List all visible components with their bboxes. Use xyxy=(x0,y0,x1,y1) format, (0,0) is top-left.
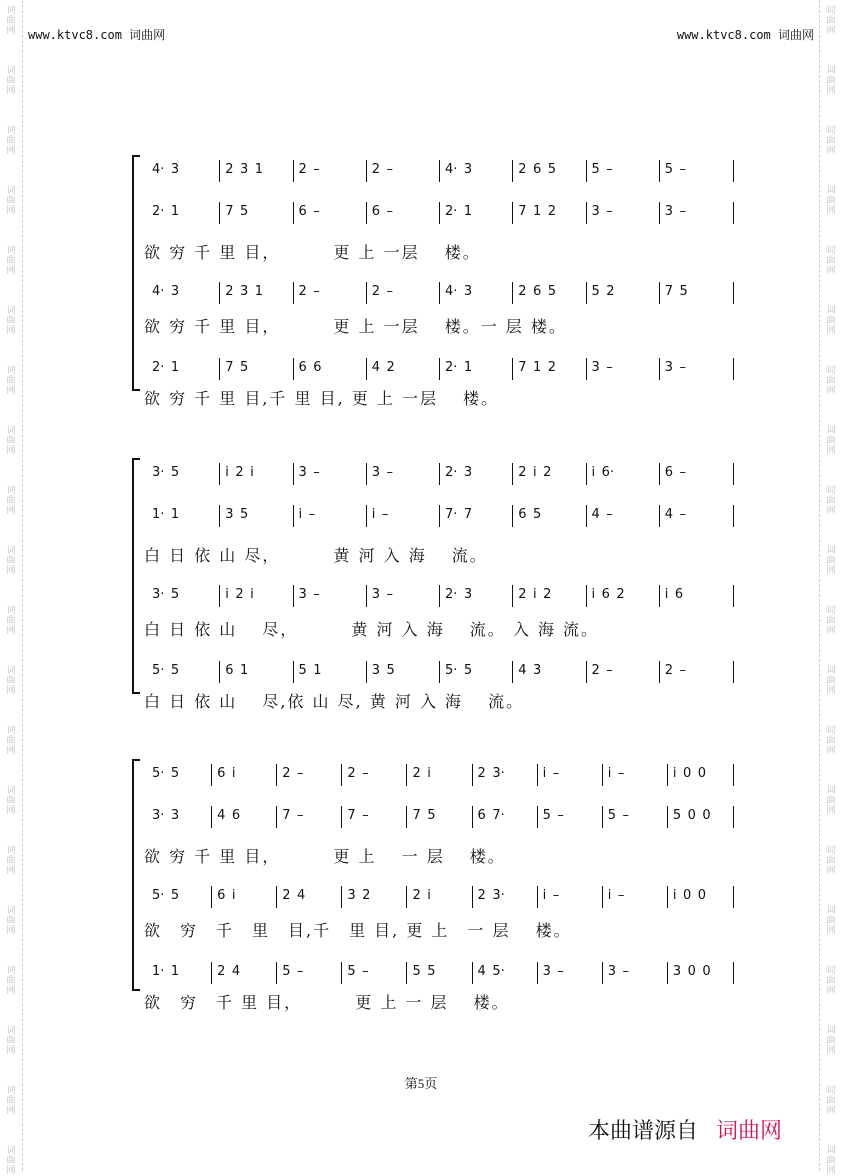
barline xyxy=(659,358,660,380)
measure-notes: 7 – xyxy=(282,808,304,823)
barline-end xyxy=(733,282,734,304)
barline xyxy=(366,661,367,683)
watermark-text: 词曲网 xyxy=(6,486,16,516)
measure-notes: 2· 3 xyxy=(445,465,473,480)
measure-notes: 2 6 5 xyxy=(518,162,557,177)
measure-notes: 2 – xyxy=(371,284,394,299)
barline xyxy=(366,202,367,224)
barline xyxy=(366,585,367,607)
lyric-line: 欲 穷 千 里 目， 更 上 一 层 楼。 xyxy=(144,993,510,1012)
barline-end xyxy=(733,202,734,224)
barline xyxy=(439,661,440,683)
measure-notes: 5 0 0 xyxy=(672,808,711,823)
measure-notes: 2 – xyxy=(664,663,687,678)
watermark-text: 词曲网 xyxy=(6,666,16,696)
watermark-text: 词曲网 xyxy=(6,546,16,576)
notation-line xyxy=(146,200,734,224)
barline xyxy=(439,202,440,224)
measure-notes: 2 – xyxy=(298,162,320,177)
watermark-text: 词曲网 xyxy=(826,366,836,396)
barline xyxy=(439,463,440,485)
barline xyxy=(537,806,538,828)
measure-notes: 2 – xyxy=(298,284,320,299)
barline xyxy=(439,282,440,304)
barline xyxy=(512,505,513,527)
measure-notes: 3 – xyxy=(664,204,687,219)
measure-notes: 5 1 xyxy=(298,663,322,678)
measure-notes: 2 – xyxy=(282,766,304,781)
watermark-text: 词曲网 xyxy=(6,1086,16,1116)
measure-notes: 2 i xyxy=(412,888,431,903)
measure-notes: 3 – xyxy=(542,964,564,979)
barline xyxy=(512,585,513,607)
barline xyxy=(602,962,603,984)
measure-notes: 5· 5 xyxy=(152,888,180,903)
watermark-text: 词曲网 xyxy=(6,366,16,396)
watermark-text: 词曲网 xyxy=(6,726,16,756)
measure-notes: i 6· xyxy=(591,465,615,480)
barline xyxy=(366,358,367,380)
measure-notes: 2· 1 xyxy=(152,360,180,375)
score-system-2 xyxy=(132,458,734,711)
barline xyxy=(219,585,220,607)
barline xyxy=(512,160,513,182)
measure-notes: 5 – xyxy=(542,808,564,823)
barline xyxy=(276,886,277,908)
measure-notes: i – xyxy=(371,507,389,522)
watermark-text: 词曲网 xyxy=(826,126,836,156)
measure-notes: 6 5 xyxy=(518,507,542,522)
barline-end xyxy=(733,886,734,908)
barline xyxy=(293,585,294,607)
barline xyxy=(659,282,660,304)
barline xyxy=(602,886,603,908)
watermark-text: 词曲网 xyxy=(826,1086,836,1116)
barline xyxy=(586,160,587,182)
measure-notes: 3 – xyxy=(298,587,320,602)
barline xyxy=(472,806,473,828)
barline xyxy=(537,962,538,984)
lyric-line: 白 日 依 山 尽， 黄 河 入 海 流。 入 海 流。 xyxy=(144,620,600,639)
watermark-text: 词曲网 xyxy=(6,606,16,636)
measure-notes: 2 6 5 xyxy=(518,284,557,299)
barline xyxy=(293,661,294,683)
right-margin-watermark xyxy=(819,0,842,1176)
measure-notes: 2 4 xyxy=(217,964,241,979)
measure-notes: 2· 3 xyxy=(445,587,473,602)
measure-notes: 3 – xyxy=(371,587,394,602)
measure-notes: 4· 3 xyxy=(152,284,180,299)
measure-notes: 2 i 2 xyxy=(518,587,552,602)
measure-notes: 7 1 2 xyxy=(518,204,557,219)
barline xyxy=(667,764,668,786)
measure-notes: 7 1 2 xyxy=(518,360,557,375)
system-bracket xyxy=(132,155,140,391)
barline xyxy=(586,505,587,527)
lyric-line: 欲 穷 千 里 目， 更 上 一 层 楼。 xyxy=(144,847,506,866)
header-url-right[interactable]: www.ktvc8.com 词曲网 xyxy=(676,28,814,42)
barline xyxy=(366,463,367,485)
watermark-text: 词曲网 xyxy=(826,6,836,36)
measure-notes: i 0 0 xyxy=(672,888,707,903)
watermark-text: 词曲网 xyxy=(826,1146,836,1176)
notation-line xyxy=(146,461,734,485)
measure-notes: 2· 1 xyxy=(445,360,473,375)
barline xyxy=(366,282,367,304)
measure-notes: i – xyxy=(298,507,316,522)
system-bracket xyxy=(132,458,140,694)
measure-notes: i – xyxy=(542,888,560,903)
watermark-text: 词曲网 xyxy=(6,1146,16,1176)
watermark-text: 词曲网 xyxy=(826,846,836,876)
measure-notes: 6 i xyxy=(217,766,236,781)
measure-notes: i 6 2 xyxy=(591,587,625,602)
barline xyxy=(439,585,440,607)
barline xyxy=(667,806,668,828)
measure-notes: 4 2 xyxy=(371,360,395,375)
barline xyxy=(472,886,473,908)
lyric-line: 欲 穷 千 里 目， 更 上 一层 楼。一 层 楼。 xyxy=(144,317,567,336)
measure-notes: 3 2 xyxy=(347,888,371,903)
measure-notes: 1· 1 xyxy=(152,964,180,979)
measure-notes: 4· 3 xyxy=(445,284,473,299)
measure-notes: 7 5 xyxy=(225,360,249,375)
source-credit xyxy=(588,1114,782,1145)
barline xyxy=(276,764,277,786)
barline xyxy=(439,160,440,182)
barline xyxy=(659,160,660,182)
barline xyxy=(211,806,212,828)
watermark-text: 词曲网 xyxy=(6,186,16,216)
measure-notes: 4 – xyxy=(664,507,687,522)
barline xyxy=(537,764,538,786)
measure-notes: 3 – xyxy=(298,465,320,480)
barline xyxy=(406,962,407,984)
measure-notes: 5 – xyxy=(347,964,369,979)
barline xyxy=(472,764,473,786)
measure-notes: 6 i xyxy=(217,888,236,903)
watermark-text: 词曲网 xyxy=(6,786,16,816)
barline-end xyxy=(733,661,734,683)
barline xyxy=(512,202,513,224)
notation-line xyxy=(146,356,734,380)
watermark-text: 词曲网 xyxy=(6,126,16,156)
barline xyxy=(276,806,277,828)
notation-line xyxy=(146,762,734,786)
watermark-text: 词曲网 xyxy=(826,966,836,996)
measure-notes: 2 – xyxy=(591,663,613,678)
lyric-line: 欲 穷 千 里 目， 更 上 一层 楼。 xyxy=(144,243,481,262)
measure-notes: 2 i xyxy=(412,766,431,781)
barline xyxy=(219,202,220,224)
barline xyxy=(659,202,660,224)
watermark-text: 词曲网 xyxy=(826,906,836,936)
notation-line xyxy=(146,659,734,683)
measure-notes: 3 – xyxy=(591,204,613,219)
measure-notes: 3· 3 xyxy=(152,808,180,823)
barline xyxy=(406,764,407,786)
watermark-text: 词曲网 xyxy=(826,606,836,636)
barline xyxy=(219,463,220,485)
barline xyxy=(366,505,367,527)
watermark-text: 词曲网 xyxy=(6,1026,16,1056)
measure-notes: 5 – xyxy=(591,162,613,177)
measure-notes: 4· 3 xyxy=(152,162,180,177)
measure-notes: 3 5 xyxy=(225,507,249,522)
watermark-text: 词曲网 xyxy=(6,246,16,276)
barline xyxy=(512,282,513,304)
watermark-text: 词曲网 xyxy=(826,306,836,336)
barline-end xyxy=(733,463,734,485)
watermark-text: 词曲网 xyxy=(826,726,836,756)
barline xyxy=(219,661,220,683)
measure-notes: 3 – xyxy=(591,360,613,375)
system-bracket xyxy=(132,759,140,991)
score-system-1 xyxy=(132,155,734,408)
lyric-line: 欲 穷 千 里 目,千 里 目, 更 上 一 层 楼。 xyxy=(144,921,572,940)
barline xyxy=(293,282,294,304)
measure-notes: 2· 1 xyxy=(152,204,180,219)
barline xyxy=(659,585,660,607)
barline-end xyxy=(733,505,734,527)
measure-notes: 7 5 xyxy=(412,808,436,823)
measure-notes: 6 6 xyxy=(298,360,322,375)
notation-line xyxy=(146,503,734,527)
barline-end xyxy=(733,806,734,828)
notation-line xyxy=(146,884,734,908)
measure-notes: 2 3· xyxy=(477,888,505,903)
barline xyxy=(586,661,587,683)
barline xyxy=(586,585,587,607)
barline xyxy=(472,962,473,984)
measure-notes: 3 5 xyxy=(371,663,395,678)
credit-text: 本曲谱源自 xyxy=(588,1119,699,1144)
measure-notes: 3 – xyxy=(371,465,394,480)
measure-notes: 2 3 1 xyxy=(225,162,264,177)
measure-notes: 5 – xyxy=(282,964,304,979)
notation-line xyxy=(146,158,734,182)
barline-end xyxy=(733,358,734,380)
measure-notes: i – xyxy=(607,888,625,903)
barline xyxy=(602,806,603,828)
watermark-text: 词曲网 xyxy=(826,546,836,576)
measure-notes: 4 – xyxy=(591,507,613,522)
barline xyxy=(341,962,342,984)
watermark-text: 词曲网 xyxy=(826,66,836,96)
barline xyxy=(586,282,587,304)
watermark-text: 词曲网 xyxy=(6,966,16,996)
measure-notes: 4· 3 xyxy=(445,162,473,177)
barline xyxy=(659,463,660,485)
notation-line xyxy=(146,804,734,828)
barline xyxy=(586,202,587,224)
measure-notes: 6 7· xyxy=(477,808,505,823)
left-margin-watermark xyxy=(0,0,23,1176)
barline-end xyxy=(733,585,734,607)
measure-notes: 4 3 xyxy=(518,663,542,678)
measure-notes: 1· 1 xyxy=(152,507,180,522)
barline xyxy=(211,962,212,984)
measure-notes: i 6 xyxy=(664,587,684,602)
measure-notes: i – xyxy=(542,766,560,781)
barline xyxy=(341,886,342,908)
lyric-line: 白 日 依 山 尽， 黄 河 入 海 流。 xyxy=(144,546,488,565)
measure-notes: i 2 i xyxy=(225,465,254,480)
barline xyxy=(293,160,294,182)
watermark-text: 词曲网 xyxy=(826,1026,836,1056)
measure-notes: 5 – xyxy=(664,162,687,177)
watermark-text: 词曲网 xyxy=(826,186,836,216)
measure-notes: 7 5 xyxy=(225,204,249,219)
barline xyxy=(659,661,660,683)
measure-notes: 3· 5 xyxy=(152,465,180,480)
watermark-text: 词曲网 xyxy=(6,306,16,336)
measure-notes: 5· 5 xyxy=(152,663,180,678)
measure-notes: 7 5 xyxy=(664,284,688,299)
watermark-text: 词曲网 xyxy=(826,486,836,516)
measure-notes: 2 i 2 xyxy=(518,465,552,480)
measure-notes: 6 – xyxy=(298,204,320,219)
measure-notes: i 2 i xyxy=(225,587,254,602)
header-url-left[interactable]: www.ktvc8.com 词曲网 xyxy=(28,28,166,42)
measure-notes: 7· 7 xyxy=(445,507,473,522)
barline xyxy=(293,202,294,224)
barline xyxy=(537,886,538,908)
measure-notes: 3 – xyxy=(607,964,630,979)
barline xyxy=(439,358,440,380)
watermark-text: 词曲网 xyxy=(6,66,16,96)
barline xyxy=(439,505,440,527)
watermark-text: 词曲网 xyxy=(826,786,836,816)
measure-notes: 2 3 1 xyxy=(225,284,264,299)
barline xyxy=(512,661,513,683)
measure-notes: 5 – xyxy=(607,808,630,823)
measure-notes: 3 – xyxy=(664,360,687,375)
barline xyxy=(659,505,660,527)
barline xyxy=(219,160,220,182)
watermark-text: 词曲网 xyxy=(826,426,836,456)
page-number: 第5页 xyxy=(404,1076,438,1091)
measure-notes: 3· 5 xyxy=(152,587,180,602)
barline xyxy=(586,463,587,485)
watermark-text: 词曲网 xyxy=(6,426,16,456)
measure-notes: 6 – xyxy=(664,465,687,480)
watermark-text: 词曲网 xyxy=(6,846,16,876)
lyric-line: 欲 穷 千 里 目,千 里 目, 更 上 一层 楼。 xyxy=(144,389,500,408)
barline xyxy=(293,463,294,485)
measure-notes: 2 3· xyxy=(477,766,505,781)
barline xyxy=(293,358,294,380)
barline xyxy=(602,764,603,786)
barline xyxy=(219,505,220,527)
score-system-3 xyxy=(132,759,734,1012)
barline xyxy=(406,806,407,828)
measure-notes: i 0 0 xyxy=(672,766,707,781)
barline xyxy=(341,806,342,828)
lyric-line: 白 日 依 山 尽,依 山 尽, 黄 河 入 海 流。 xyxy=(144,692,525,711)
notation-line xyxy=(146,583,734,607)
barline xyxy=(341,764,342,786)
measure-notes: 2 – xyxy=(347,766,369,781)
barline xyxy=(219,358,220,380)
measure-notes: i – xyxy=(607,766,625,781)
watermark-text: 词曲网 xyxy=(826,246,836,276)
barline xyxy=(366,160,367,182)
measure-notes: 6 – xyxy=(371,204,394,219)
barline xyxy=(276,962,277,984)
measure-notes: 7 – xyxy=(347,808,369,823)
barline xyxy=(211,886,212,908)
barline xyxy=(512,463,513,485)
watermark-text: 词曲网 xyxy=(6,906,16,936)
measure-notes: 4 5· xyxy=(477,964,505,979)
watermark-text: 词曲网 xyxy=(6,6,16,36)
barline xyxy=(211,764,212,786)
barline xyxy=(586,358,587,380)
barline xyxy=(293,505,294,527)
barline xyxy=(667,962,668,984)
barline xyxy=(667,886,668,908)
measure-notes: 6 1 xyxy=(225,663,249,678)
barline-end xyxy=(733,160,734,182)
barline xyxy=(219,282,220,304)
measure-notes: 5 2 xyxy=(591,284,615,299)
measure-notes: 4 6 xyxy=(217,808,241,823)
measure-notes: 5· 5 xyxy=(152,766,180,781)
barline xyxy=(406,886,407,908)
measure-notes: 5· 5 xyxy=(445,663,473,678)
notation-line xyxy=(146,280,734,304)
barline-end xyxy=(733,764,734,786)
measure-notes: 3 0 0 xyxy=(672,964,711,979)
watermark-text: 词曲网 xyxy=(826,666,836,696)
credit-brand-link[interactable]: 词曲网 xyxy=(716,1119,783,1144)
measure-notes: 2· 1 xyxy=(445,204,473,219)
barline-end xyxy=(733,962,734,984)
measure-notes: 2 4 xyxy=(282,888,306,903)
notation-line xyxy=(146,960,734,984)
measure-notes: 5 5 xyxy=(412,964,436,979)
barline xyxy=(512,358,513,380)
measure-notes: 2 – xyxy=(371,162,394,177)
